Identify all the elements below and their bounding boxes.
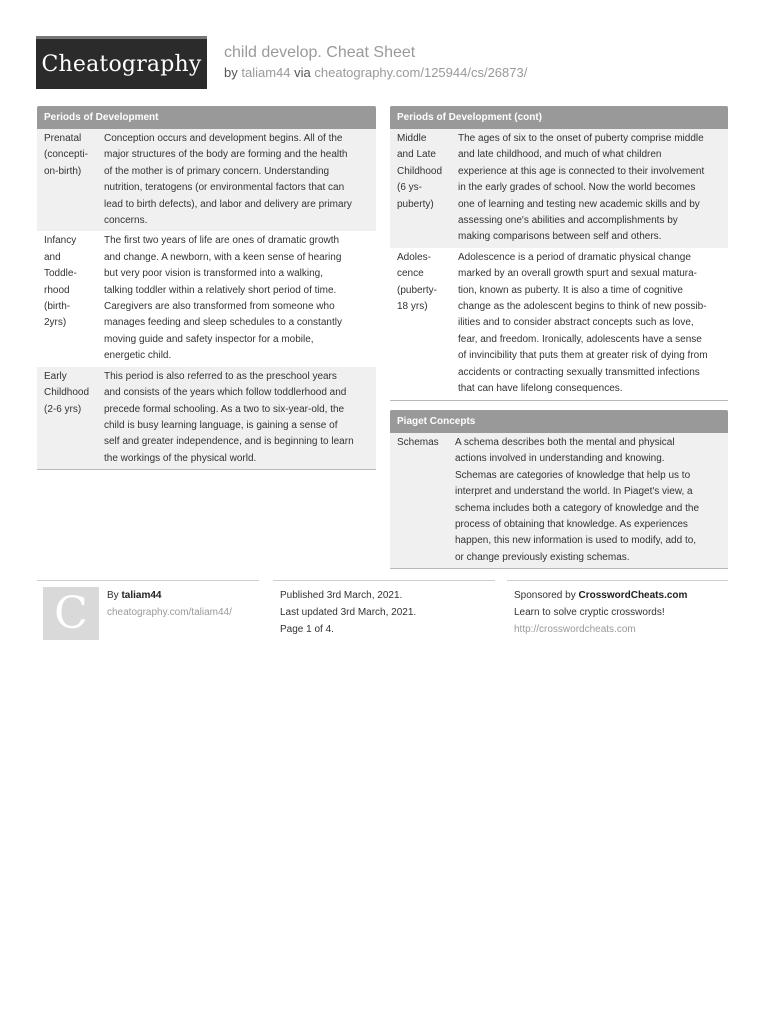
row-description-line: A schema describes both the mental and physical (455, 437, 675, 448)
row-description-line: The ages of six to the onset of puberty comprise middle (458, 133, 704, 144)
row-label-line: Toddle- (44, 268, 77, 280)
author-avatar (43, 587, 99, 640)
row-label-line: Middle (397, 133, 427, 144)
row-description-line: schema includes both a category of knowledge and the (455, 502, 700, 514)
row-label-line: Childhood (397, 165, 443, 177)
row-description-line: process of obtaining that knowledge. As experiences (455, 519, 688, 531)
row-description-line: actions involved in understanding and knowing. (455, 453, 665, 465)
row-label-line: (puberty- (397, 284, 438, 296)
row-label (37, 129, 104, 231)
row-description-line: one of learning and testing new academic skills and by (458, 198, 700, 210)
sponsor-url[interactable]: http://crosswordcheats.com (514, 624, 636, 635)
section-divider (37, 469, 376, 470)
row-description-line: self and greater independence, and is beginning to learn (104, 436, 354, 448)
row-label-line: and (44, 251, 61, 263)
row-description-line: but very poor vision is transformed into a walking, (104, 268, 323, 280)
row-description-line: in the early grades of school. Now the world becomes (458, 182, 696, 194)
row-description (104, 129, 376, 231)
table-row (37, 129, 376, 231)
avatar-letter: C (54, 588, 88, 639)
row-description-line: fear, and freedom. Ironically, adolescents have a sense (458, 333, 702, 345)
row-description-line: major structures of the body are forming and the health (104, 149, 348, 161)
row-label-line: (6 ys- (397, 182, 422, 194)
author-link[interactable]: taliam44 (241, 65, 291, 80)
section-periods-of-development-cont (390, 106, 728, 401)
row-label-line: (concepti- (44, 149, 88, 161)
footer-by-label: By (107, 590, 119, 601)
row-description-line: marked by an overall growth spurt and sexual matura- (458, 268, 698, 280)
row-label (390, 129, 458, 248)
row-description-line: The first two years of life are ones of dramatic growth (104, 235, 340, 247)
row-description-line: assessing one's abilities and accomplishments by (458, 215, 678, 227)
row-description-line: happen, this new information is used to modify, add to, (455, 535, 697, 547)
section-divider (390, 568, 728, 569)
row-description-line: Conception occurs and development begins. All of the (104, 133, 343, 144)
row-label (37, 231, 104, 366)
sponsor-label: Sponsored by (514, 590, 576, 601)
row-description-line: experience at this age is connected to their involvement (458, 165, 705, 177)
row-description-line: that can have lifelong consequences. (458, 383, 623, 395)
row-label-line: puberty) (397, 198, 434, 210)
row-description (458, 248, 728, 400)
row-label-line: Early (44, 370, 67, 382)
row-description-line: of invincibility that puts them at greater risk of dying from (458, 350, 708, 362)
row-description-line: and consists of the years which follow toddlerhood and (104, 387, 347, 399)
footer-sponsor-block (514, 587, 687, 638)
row-label-line: Infancy (44, 235, 77, 247)
cheatography-logo[interactable] (36, 36, 207, 89)
row-description-line: or change previously existing schemas. (455, 551, 630, 563)
row-label-line: Prenatal (44, 133, 82, 144)
row-label-line: (birth- (44, 301, 71, 313)
section-heading: Periods of Development (cont) (390, 106, 728, 129)
row-description (458, 129, 728, 248)
row-label-line: on-birth) (44, 165, 82, 177)
row-label-line: rhood (44, 284, 70, 296)
row-description-line: ilities and to consider abstract concepts such as love, (458, 317, 694, 329)
by-prefix: by (224, 65, 238, 80)
row-description-line: making comparisons between self and others. (458, 231, 662, 243)
footer-author-block (107, 587, 232, 621)
byline (224, 65, 527, 80)
table-row (390, 129, 728, 248)
row-description-line: the workings of the physical world. (104, 452, 257, 464)
row-description-line: moving guide and safety inspector for a mobile, (104, 333, 314, 345)
row-description-line: This period is also referred to as the preschool years (104, 370, 337, 382)
row-description-line: and late childhood, and much of what children (458, 149, 662, 161)
section-periods-of-development (37, 106, 376, 470)
row-description (104, 231, 376, 366)
row-label-line: Adoles- (397, 251, 431, 263)
row-description-line: change as the adolescent begins to think of new possib- (458, 301, 707, 313)
row-label-line: Schemas (397, 437, 439, 448)
row-description-line: tion, known as puberty. It is also a time of cognitive (458, 284, 683, 296)
row-description-line: child is busy learning language, is gaining a sense of (104, 419, 338, 431)
row-description-line: Adolescence is a period of dramatic physical change (458, 251, 691, 263)
row-label (390, 433, 455, 568)
row-label-line: and Late (397, 149, 436, 161)
footer-author-url[interactable]: cheatography.com/taliam44/ (107, 607, 232, 618)
row-description-line: of the mother is of primary concern. Understanding (104, 165, 330, 177)
table-row (390, 248, 728, 400)
table-row (390, 433, 728, 568)
section-piaget-concepts (390, 410, 728, 569)
row-description-line: precede formal schooling. As a two to six-year-old, the (104, 403, 345, 415)
published-date: Published 3rd March, 2021. (280, 590, 403, 601)
section-divider (390, 400, 728, 401)
via-text: via (294, 65, 311, 80)
footer-divider (37, 580, 259, 581)
row-description-line: concerns. (104, 215, 148, 227)
row-label (390, 248, 458, 400)
row-description-line: manages feeding and sleep schedules to a constantly (104, 317, 342, 329)
sponsor-tagline: Learn to solve cryptic crosswords! (514, 607, 665, 618)
footer-author-name[interactable]: taliam44 (121, 590, 162, 601)
row-description-line: talking toddler within a relatively short period of time. (104, 284, 337, 296)
row-description-line: interpret and understand the world. In Piaget's view, a (455, 486, 693, 498)
footer-divider (507, 580, 728, 581)
updated-date: Last updated 3rd March, 2021. (280, 607, 417, 618)
row-description (104, 367, 376, 469)
footer-divider (273, 580, 495, 581)
row-label-line: (2-6 yrs) (44, 403, 82, 415)
row-description-line: Schemas are categories of knowledge that help us to (455, 469, 691, 481)
page-number: Page 1 of 4. (280, 624, 334, 635)
logo-text: Cheatography (41, 51, 202, 77)
table-row (37, 231, 376, 366)
row-label-line: Childhood (44, 387, 90, 399)
sponsor-name[interactable]: CrosswordCheats.com (578, 590, 688, 601)
row-label-line: cence (397, 268, 424, 280)
section-heading: Periods of Development (37, 106, 376, 129)
table-row (37, 367, 376, 469)
row-description-line: Caregivers are also transformed from someone who (104, 301, 335, 313)
footer-publish-block (280, 587, 416, 638)
row-label-line: 18 yrs) (397, 301, 428, 313)
section-heading: Piaget Concepts (390, 410, 728, 433)
row-description-line: lead to birth defects), and labor and delivery are primary (104, 198, 352, 210)
row-description-line: and change. A newborn, with a keen sense of hearing (104, 251, 342, 263)
row-description-line: nutrition, teratogens (or environmental factors that can (104, 182, 345, 194)
row-label-line: 2yrs) (44, 317, 67, 329)
row-description-line: accidents or contracting sexually transmitted infections (458, 366, 700, 378)
row-description (455, 433, 728, 568)
sheet-url-link[interactable]: cheatography.com/125944/cs/26873/ (314, 65, 528, 80)
row-label (37, 367, 104, 469)
page-title: child develop. Cheat Sheet (224, 44, 416, 61)
row-description-line: energetic child. (104, 350, 172, 362)
